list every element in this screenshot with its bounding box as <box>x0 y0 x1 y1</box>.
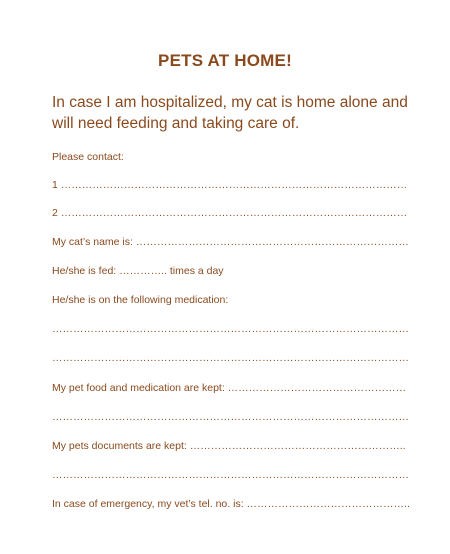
medication-line-2: ………………………………………………………………………………………… <box>52 352 409 364</box>
medication-line-1: ………………………………………………………………………………………… <box>52 323 409 335</box>
vet-phone-line: In case of emergency, my vet’s tel. no. is: ……………………………………….. <box>52 498 410 510</box>
documents-location-line-2: ………………………………………………………………………………………… <box>52 469 409 481</box>
cat-name-line: My cat’s name is: …………………………………………………………………… <box>52 236 409 248</box>
intro-paragraph: In case I am hospitalized, my cat is home alone and will need feeding and taking care of. <box>52 94 408 132</box>
contact-1-line: 1 ……………………………………………………………………………………… <box>52 179 408 191</box>
feeding-line: He/she is fed: ………….. times a day <box>52 265 224 277</box>
contact-2-line: 2 ……………………………………………………………………………………… <box>52 207 408 219</box>
medication-label: He/she is on the following medication: <box>52 294 229 306</box>
food-location-line: My pet food and medication are kept: …………………………………………… <box>52 382 407 394</box>
please-contact-label: Please contact: <box>52 151 124 163</box>
documents-location-line: My pets documents are kept: …………………………………………………….. <box>52 440 406 452</box>
food-location-line-2: ………………………………………………………………………………………… <box>52 411 409 423</box>
page-title: PETS AT HOME! <box>158 51 292 70</box>
